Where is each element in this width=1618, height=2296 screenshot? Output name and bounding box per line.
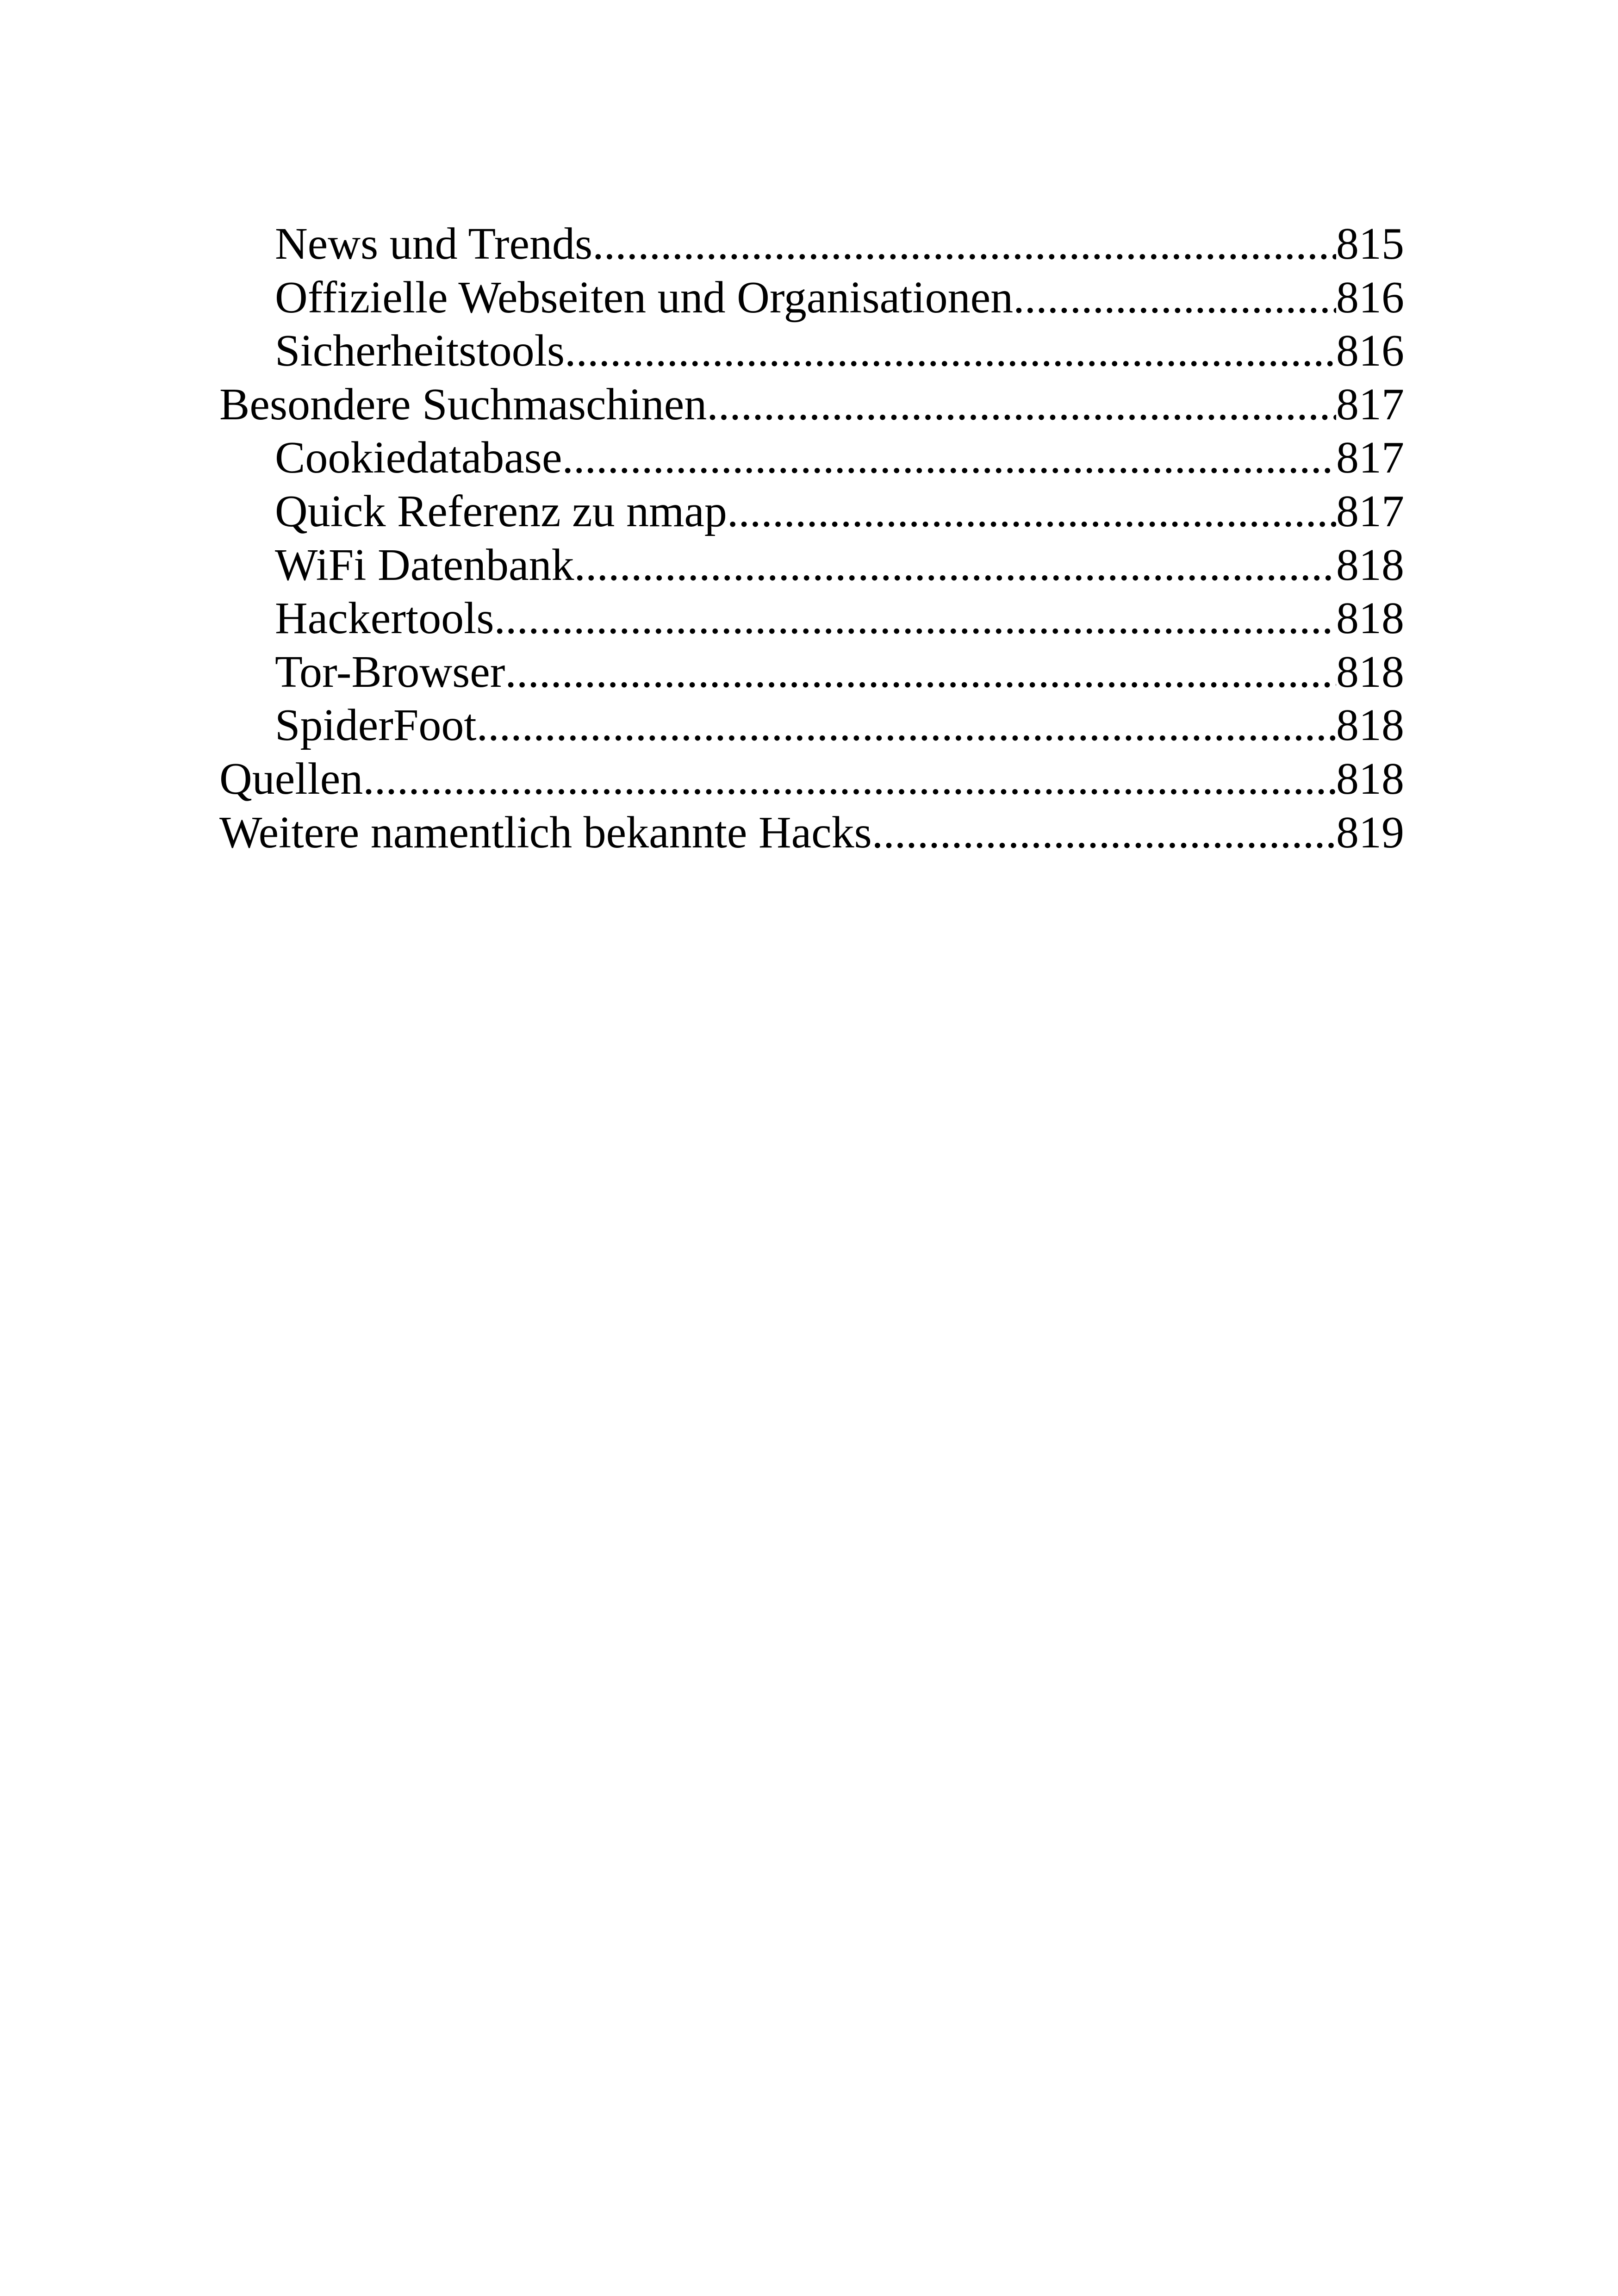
toc-dot-leader [872, 806, 1336, 860]
toc-entry-title: Quellen [219, 753, 363, 804]
toc-entry-hackertools[interactable] [219, 592, 1404, 646]
toc-entry-title: WiFi Datenbank [275, 540, 574, 590]
toc-page-number: 816 [1336, 326, 1404, 376]
toc-page-number: 818 [1336, 753, 1404, 804]
toc-dot-leader [574, 539, 1336, 592]
toc-entry-quellen[interactable] [219, 753, 1404, 806]
toc-entry-title: Besondere Suchmaschinen [219, 379, 707, 429]
toc-entry-title: Offizielle Webseiten und Organisationen [275, 272, 1014, 323]
toc-page-number: 817 [1336, 433, 1404, 483]
toc-entry-title: Weitere namentlich bekannte Hacks [219, 807, 872, 858]
toc-page-number: 817 [1336, 486, 1404, 536]
toc-entry-weitere-hacks[interactable] [219, 806, 1404, 860]
toc-page-number: 818 [1336, 593, 1404, 644]
toc-dot-leader [727, 485, 1336, 539]
toc-entry-title: SpiderFoot [275, 700, 477, 751]
toc-page-number: 817 [1336, 379, 1404, 429]
toc-page-number: 818 [1336, 540, 1404, 590]
toc-page-number: 816 [1336, 272, 1404, 323]
toc-entry-title: Quick Referenz zu nmap [275, 486, 727, 536]
toc-entry-tor-browser[interactable] [219, 646, 1404, 699]
toc-dot-leader [494, 592, 1337, 646]
toc-dot-leader [592, 218, 1336, 271]
toc-page-number: 815 [1336, 219, 1404, 269]
toc-entry-sicherheitstools[interactable] [219, 324, 1404, 378]
table-of-contents [219, 218, 1404, 859]
toc-entry-cookiedatabase[interactable] [219, 431, 1404, 485]
toc-entry-spiderfoot[interactable] [219, 699, 1404, 753]
toc-entry-offizielle-webseiten[interactable] [219, 271, 1404, 325]
toc-dot-leader [363, 753, 1336, 806]
toc-page-number: 819 [1336, 807, 1404, 858]
toc-dot-leader [1013, 271, 1336, 325]
toc-dot-leader [477, 699, 1336, 753]
toc-entry-title: Tor-Browser [275, 647, 505, 697]
toc-entry-wifi-datenbank[interactable] [219, 539, 1404, 592]
toc-dot-leader [565, 324, 1336, 378]
toc-page-number: 818 [1336, 700, 1404, 751]
toc-entry-title: Sicherheitstools [275, 326, 565, 376]
toc-entry-title: Hackertools [275, 593, 494, 644]
toc-entry-title: Cookiedatabase [275, 433, 562, 483]
toc-dot-leader [707, 378, 1336, 432]
toc-entry-quick-referenz-nmap[interactable] [219, 485, 1404, 539]
toc-dot-leader [562, 431, 1336, 485]
toc-page-number: 818 [1336, 647, 1404, 697]
toc-dot-leader [505, 646, 1336, 699]
toc-entry-title: News und Trends [275, 219, 593, 269]
toc-entry-besondere-suchmaschinen[interactable] [219, 378, 1404, 432]
toc-entry-news-und-trends[interactable] [219, 218, 1404, 271]
